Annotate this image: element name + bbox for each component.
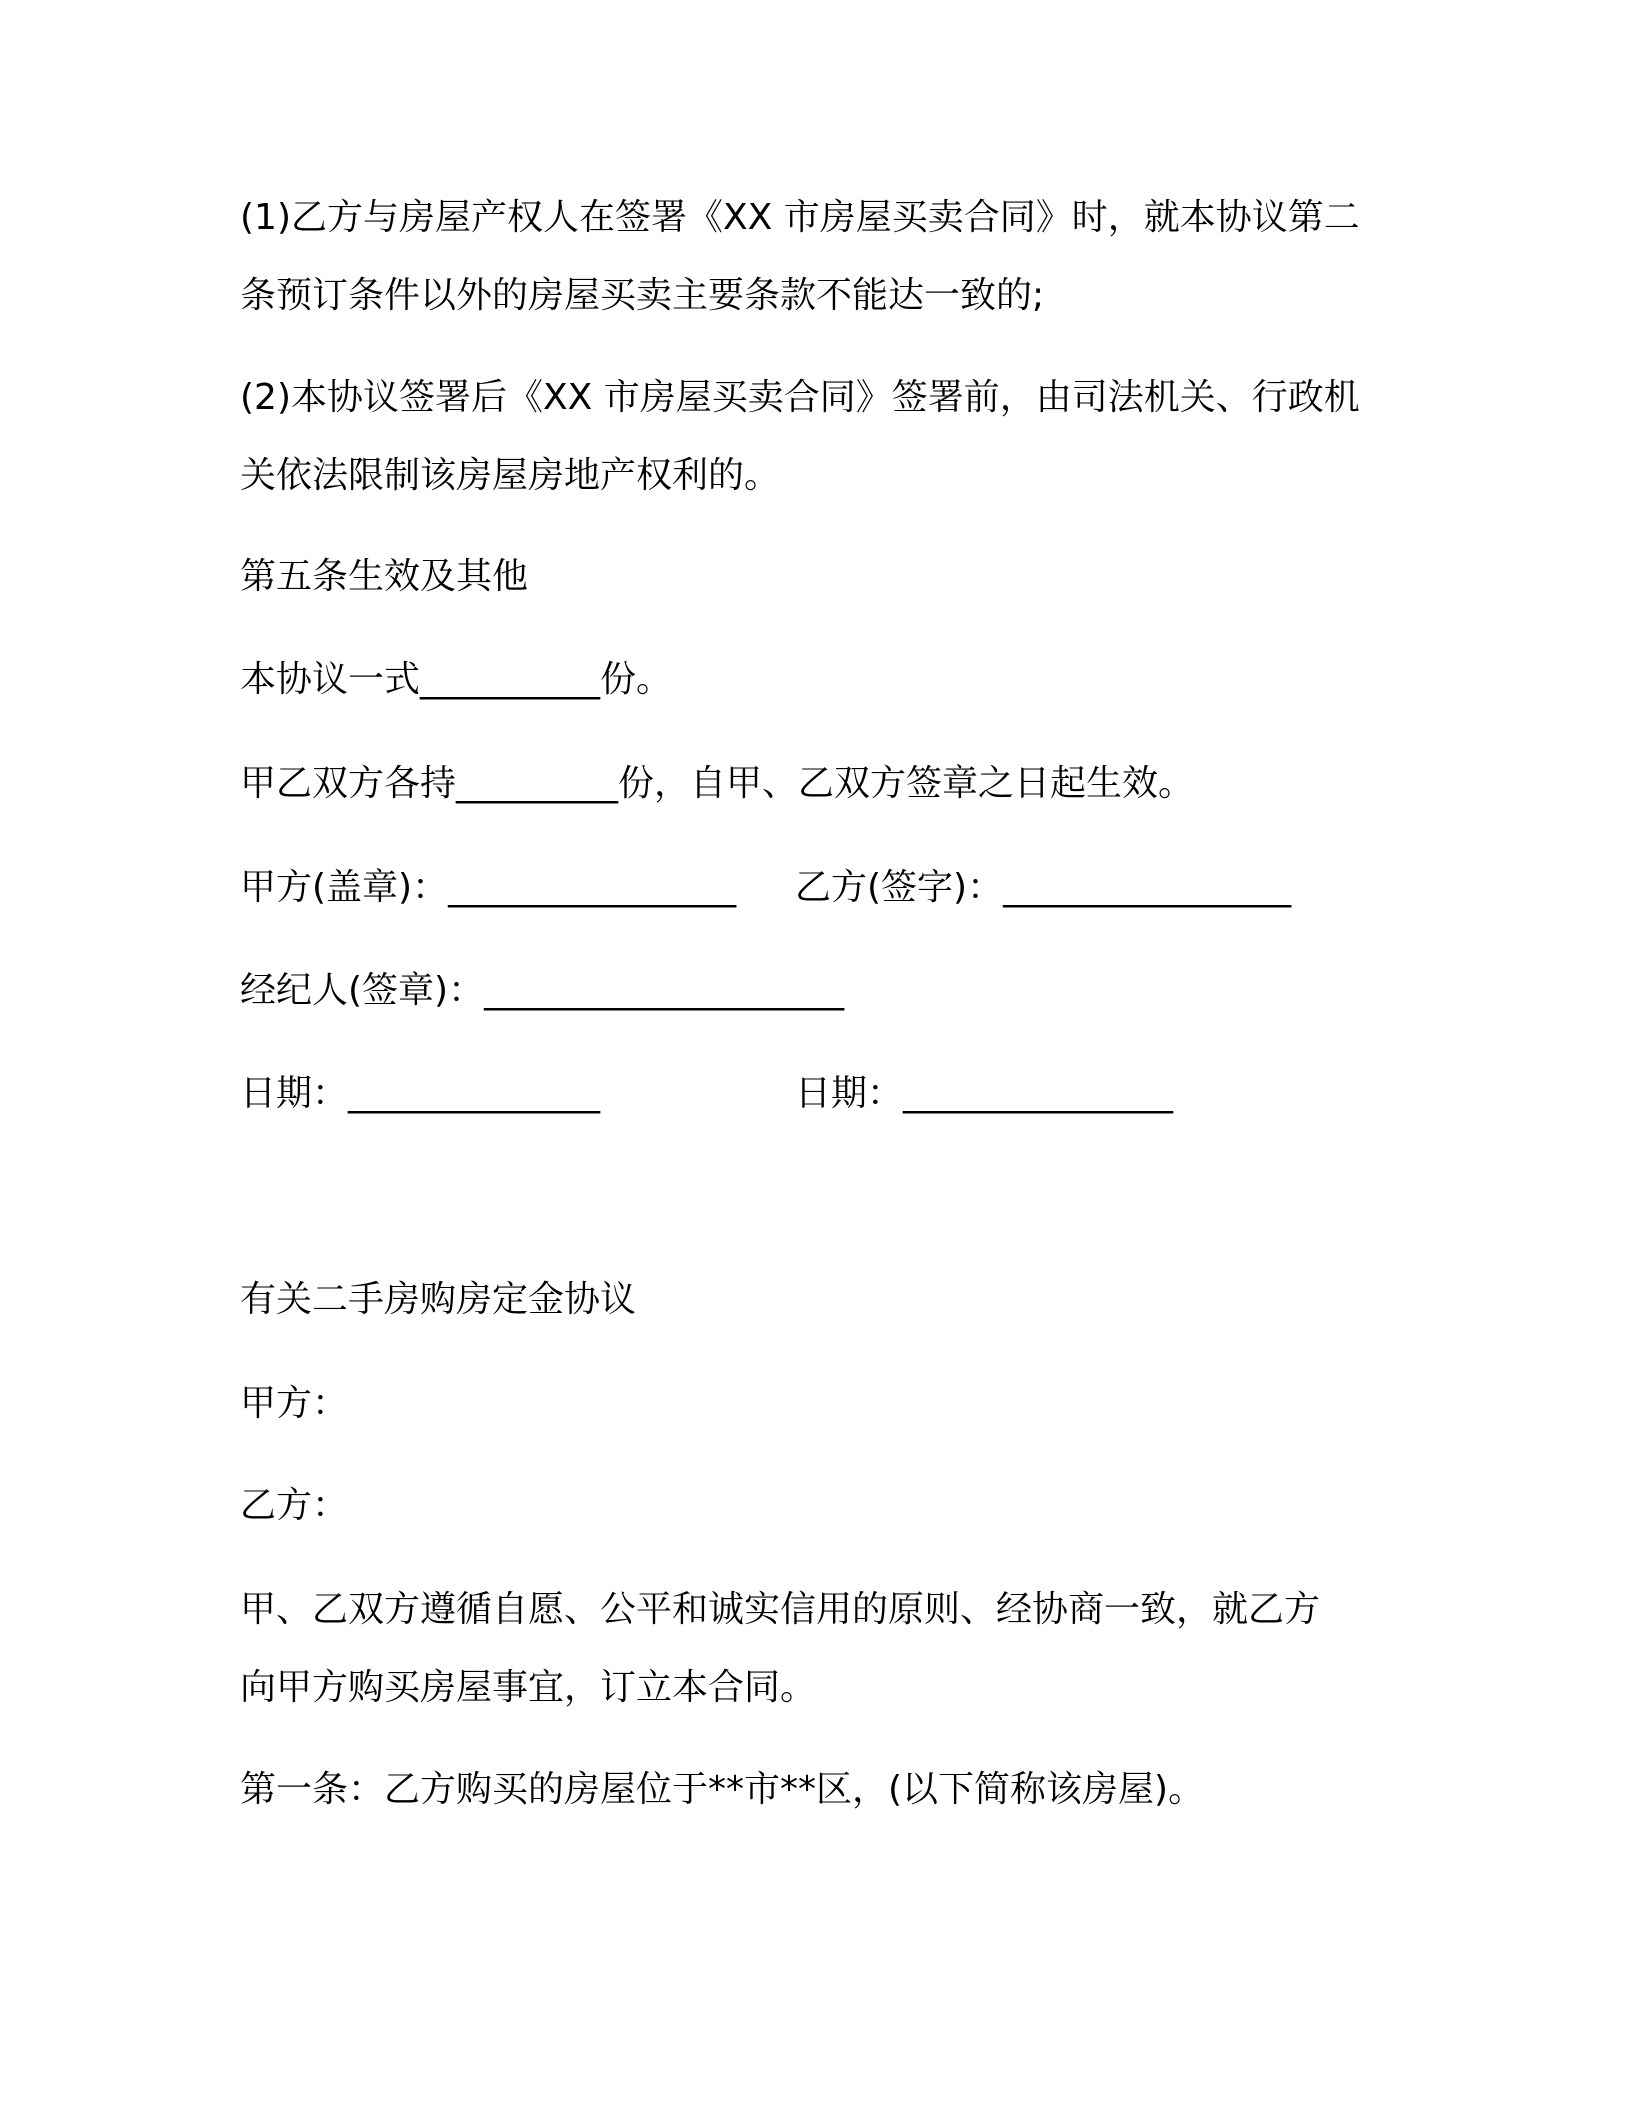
clause4-item1-line2: 条预订条件以外的房屋买卖主要条款不能达一致的; (240, 275, 1045, 316)
clause4-item1-line1: (1)乙方与房屋产权人在签署《XX 市房屋买卖合同》时，就本协议第二 (240, 197, 1360, 238)
signature-party-a: 甲方(盖章)：________________ (240, 867, 737, 908)
agreement2-title: 有关二手房购房定金协议 (240, 1279, 637, 1320)
agreement2-party-b: 乙方： (240, 1485, 349, 1526)
agreement2-article1: 第一条：乙方购买的房屋位于**市**区，(以下简称该房屋)。 (240, 1769, 1205, 1810)
clause5-heading: 第五条生效及其他 (240, 556, 529, 597)
clause5-copies: 本协议一式__________份。 (240, 659, 673, 700)
signature-agent: 经纪人(签章)：____________________ (240, 970, 845, 1011)
clause4-item2-line2: 关依法限制该房屋房地产权利的。 (240, 455, 781, 496)
date-party-b: 日期：_______________ (795, 1073, 1174, 1114)
signature-party-b: 乙方(签字)：________________ (795, 867, 1292, 908)
clause5-each-holds: 甲乙双方各持_________份，自甲、乙双方签章之日起生效。 (240, 763, 1195, 804)
date-party-a: 日期：______________ (240, 1073, 601, 1114)
agreement2-preamble-line2: 向甲方购买房屋事宜，订立本合同。 (240, 1667, 817, 1708)
agreement2-preamble-line1: 甲、乙双方遵循自愿、公平和诚实信用的原则、经协商一致，就乙方 (240, 1589, 1321, 1630)
clause4-item2-line1: (2)本协议签署后《XX 市房屋买卖合同》签署前，由司法机关、行政机 (240, 377, 1360, 418)
agreement2-party-a: 甲方： (240, 1383, 349, 1424)
